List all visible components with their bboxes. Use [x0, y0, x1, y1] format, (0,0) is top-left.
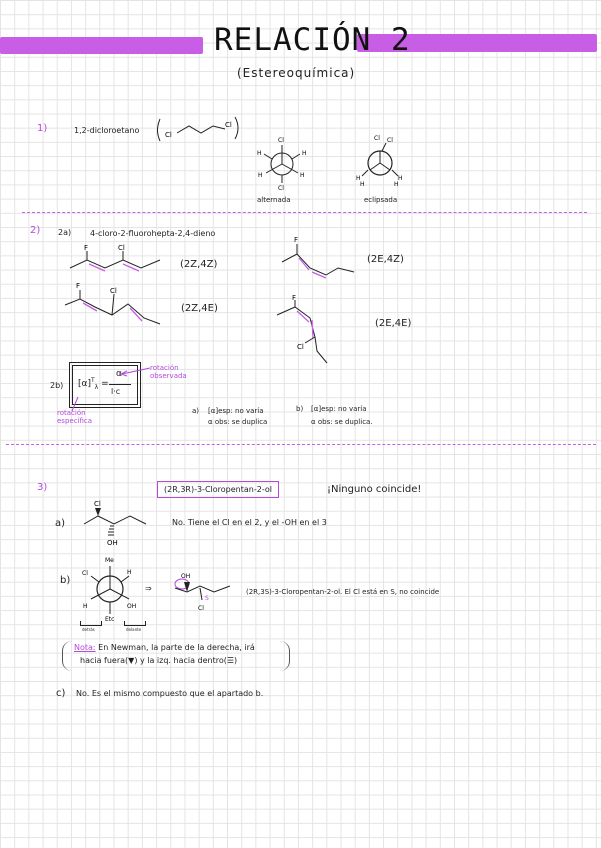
page-title: RELACIÓN 2: [214, 22, 411, 58]
legend-detras: detrás: [82, 627, 95, 632]
formula-numerator: α: [116, 369, 122, 379]
note-line1: En Newman, la parte de la derecha, irá: [98, 643, 255, 652]
newman2-h4: H: [394, 181, 399, 188]
isomer4-cl: Cl: [297, 343, 304, 351]
newman1-h3: H: [258, 172, 263, 179]
newman-eclipsed: [352, 130, 412, 190]
isomer-2e4e-label: (2E,4E): [375, 318, 412, 329]
section2-number: 2): [30, 225, 41, 236]
formula-denominator: l·c: [111, 387, 121, 396]
newman1-bottom: Cl: [278, 185, 284, 192]
page-subtitle: (Estereoquímica): [237, 66, 356, 80]
note-rotacion-especifica: rotación específica: [57, 409, 93, 425]
section2-compound: 4-cloro-2-fluorohepta-2,4-dieno: [90, 229, 216, 238]
formula-lhs: [α]: [78, 379, 91, 389]
section3-a-text: No. Tiene el Cl en el 2, y el -OH en el 3: [172, 518, 327, 527]
answer-b-line1: [α]esp: no varía: [311, 405, 367, 413]
isomer-2e4z-label: (2E,4Z): [367, 254, 404, 265]
answer-b-letter: b): [296, 405, 304, 413]
answer-a-letter: a): [192, 407, 200, 415]
b-newman-cl: Cl: [82, 570, 88, 577]
section3-compound-box: (2R,3R)-3-Cloropentan-2-ol: [157, 481, 279, 498]
isomer3-f: F: [76, 282, 81, 290]
isomer4-f: F: [292, 294, 297, 302]
note-rotacion-observada: rotación observada: [150, 364, 187, 380]
b-conv-cl: Cl: [198, 605, 204, 612]
divider-2: [6, 444, 596, 445]
section1-number: 1): [37, 123, 48, 134]
newman1-h4: H: [300, 172, 305, 179]
isomer-2e4e-structure: [275, 293, 355, 373]
cl-right-label: Cl: [225, 121, 232, 129]
isomer-2z4z-label: (2Z,4Z): [180, 259, 218, 270]
b-conv-oh: OH: [181, 573, 191, 580]
newman2-h3: H: [360, 181, 365, 188]
section1-molecule: [155, 113, 243, 147]
arrow-to-observed: [118, 362, 152, 378]
legend-bracket-1: [80, 621, 102, 626]
newman-eclipsed-caption: eclipsada: [364, 196, 398, 204]
section3-arrow: ⇒: [145, 584, 152, 593]
newman2-h2: H: [398, 175, 403, 182]
section3-c-text: No. Es el mismo compuesto que el apartado b.: [76, 689, 264, 698]
section2-part-b-label: 2b): [50, 381, 64, 390]
section3-exclamation: ¡Ninguno coincide!: [327, 484, 422, 495]
cl-left-label: Cl: [165, 131, 172, 139]
b-newman-top: Me: [105, 557, 114, 564]
b-conv-s: S: [205, 595, 209, 602]
newman2-cl1: Cl: [374, 135, 380, 142]
answer-a-line1: [α]esp: no varía: [208, 407, 264, 415]
header-highlight-left: [0, 37, 203, 54]
formula-sub: λ: [94, 383, 99, 391]
section3-a-structure: [82, 496, 152, 548]
a-oh: OH: [107, 539, 118, 547]
section3-b-newman: [78, 552, 142, 624]
section1-compound: 1,2-dicloroetano: [74, 126, 140, 135]
section3-b-text: (2R,3S)-3-Cloropentan-2-ol. El Cl está en S, no coincide: [246, 588, 440, 596]
newman2-cl2: Cl: [387, 137, 393, 144]
newman2-h1: H: [356, 175, 361, 182]
divider-1: [22, 212, 587, 213]
b-newman-h2: H: [83, 603, 88, 610]
legend-delante: delante: [126, 627, 142, 632]
newman-staggered: [252, 132, 312, 192]
answer-a-line2: α obs: se duplica: [208, 418, 268, 426]
isomer1-cl: Cl: [118, 244, 125, 252]
legend-bracket-2: [124, 621, 146, 626]
section3-a-label: a): [55, 518, 66, 529]
section3-b-label: b): [60, 575, 71, 586]
isomer-2z4e-label: (2Z,4E): [181, 303, 218, 314]
formula-fraction-bar: [109, 384, 131, 385]
isomer2-f: F: [294, 236, 299, 244]
isomer1-f: F: [84, 244, 89, 252]
section2-part-a-label: 2a): [58, 228, 72, 237]
newman1-h1: H: [257, 150, 262, 157]
newman1-top: Cl: [278, 137, 284, 144]
b-newman-bottom: Etc: [105, 616, 115, 623]
section3-b-converted-structure: [170, 566, 238, 614]
formula-sup: T: [90, 377, 95, 384]
note-label: Nota:: [74, 643, 96, 652]
formula-equals: =: [101, 379, 109, 389]
newman-note-box: [62, 641, 290, 671]
newman1-h2: H: [302, 150, 307, 157]
b-newman-h1: H: [127, 569, 132, 576]
b-newman-oh: OH: [127, 603, 137, 610]
a-cl: Cl: [94, 500, 101, 508]
isomer-2z4e-structure: [60, 280, 170, 330]
section3-c-label: c): [56, 688, 66, 699]
isomer-2z4z-structure: [65, 240, 170, 275]
answer-b-line2: α obs: se duplica.: [311, 418, 373, 426]
note-line2: hacia fuera(▼) y la izq. hacia dentro(☰): [80, 656, 238, 665]
isomer-2e4z-structure: [280, 232, 360, 282]
newman-staggered-caption: alternada: [257, 196, 291, 204]
section3-number: 3): [37, 482, 48, 493]
isomer3-cl: Cl: [110, 287, 117, 295]
